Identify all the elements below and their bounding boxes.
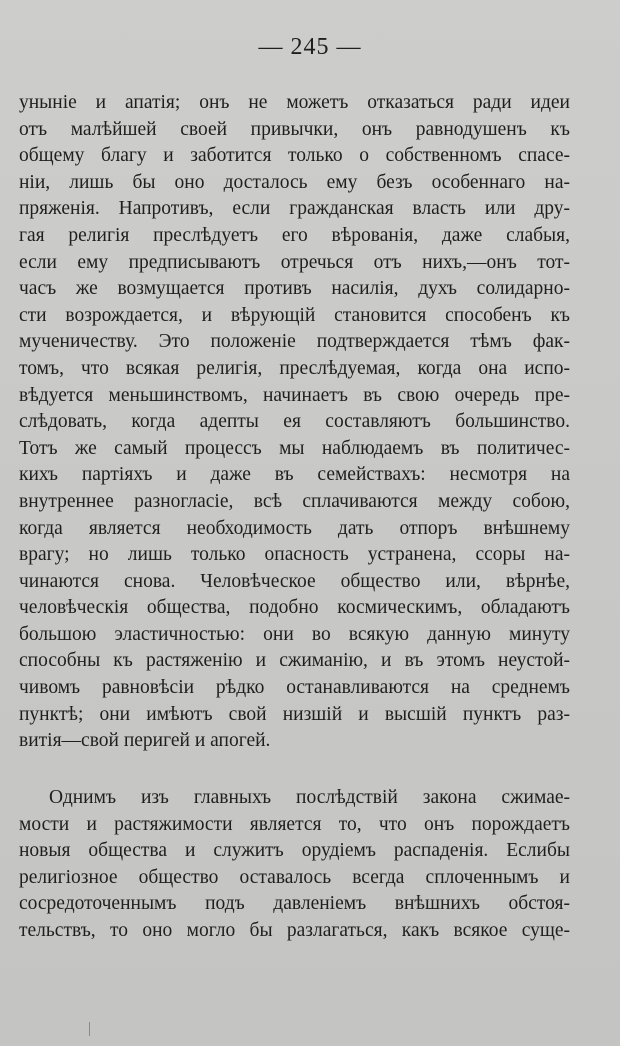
text-line: нiи, лишь бы оно досталось ему безъ особеннаго на-	[19, 171, 570, 193]
text-line: мости и растяжимости является то, что онъ порождаетъ	[19, 813, 570, 835]
text-line: пряженiя. Напротивъ, если гражданская власть или дру-	[19, 198, 570, 220]
text-line: способны къ растяженiю и сжиманiю, и въ этомъ неустой-	[19, 650, 570, 672]
text-line: если ему предписываютъ отречься отъ нихъ,—онъ тот-	[19, 251, 570, 273]
text-line: тельствъ, то оно могло бы разлагаться, какъ всякое суще-	[19, 919, 570, 941]
text-line: пунктѣ; они имѣютъ свой низшiй и высшiй пунктъ раз-	[19, 703, 570, 725]
text-line: человѣческiя общества, подобно космическимъ, обладаютъ	[19, 597, 570, 619]
text-line: часъ же возмущается противъ насилiя, духъ солидарно-	[19, 278, 570, 300]
text-line: отъ малѣйшей своей привычки, онъ равнодушенъ къ	[19, 118, 570, 140]
text-line: вѣдуется меньшинствомъ, начинаетъ въ свою очередь пре-	[19, 384, 570, 406]
paragraph-2	[19, 785, 570, 945]
text-line: религiозное общество оставалось всегда сплоченнымъ и	[19, 866, 570, 888]
paragraph-1	[19, 90, 570, 755]
text-line: сосредоточеннымъ подъ давленiемъ внѣшнихъ обстоя-	[19, 893, 570, 915]
text-line: слѣдовать, когда адепты ея составляютъ большинство.	[19, 411, 570, 433]
text-line: Однимъ изъ главныхъ послѣдствiй закона сжимае-	[49, 787, 570, 808]
text-line: витiя—свой перигей и апогей.	[19, 730, 271, 752]
text-line: чивомъ равновѣсiи рѣдко останавливаются на среднемъ	[19, 677, 570, 699]
text-line: Тотъ же самый процессъ мы наблюдаемъ въ политичес-	[19, 437, 570, 459]
text-line: чинаются снова. Человѣческое общество или, вѣрнѣе,	[19, 570, 570, 592]
text-line: большою эластичностью: они во всякую данную минуту	[19, 623, 570, 645]
text-line: мученичеству. Это положенiе подтверждается тѣмъ фак-	[19, 331, 570, 353]
text-line: новыя общества и служитъ орудiемъ распаденiя. Еслибы	[19, 840, 570, 862]
text-line: кихъ партiяхъ и даже въ семействахъ: несмотря на	[19, 464, 570, 486]
text-line: томъ, что всякая религiя, преслѣдуемая, когда она испо-	[19, 357, 570, 379]
text-line: врагу; но лишь только опасность устранена, ссоры на-	[19, 544, 570, 566]
text-line: общему благу и заботится только о собственномъ спасе-	[19, 145, 570, 167]
text-line: унынiе и апатiя; онъ не можетъ отказаться ради идеи	[19, 92, 570, 113]
scan-edge-mark	[89, 1022, 90, 1036]
text-line: когда является необходимость дать отпоръ внѣшнему	[19, 517, 570, 539]
text-line: сти возрождается, и вѣрующiй становится способенъ къ	[19, 304, 570, 326]
text-line: гая религiя преслѣдуетъ его вѣрованiя, даже слабыя,	[19, 224, 570, 246]
text-line: внутреннее разногласiе, всѣ сплачиваются между собою,	[19, 490, 570, 512]
page-number: — 245 —	[258, 34, 362, 60]
